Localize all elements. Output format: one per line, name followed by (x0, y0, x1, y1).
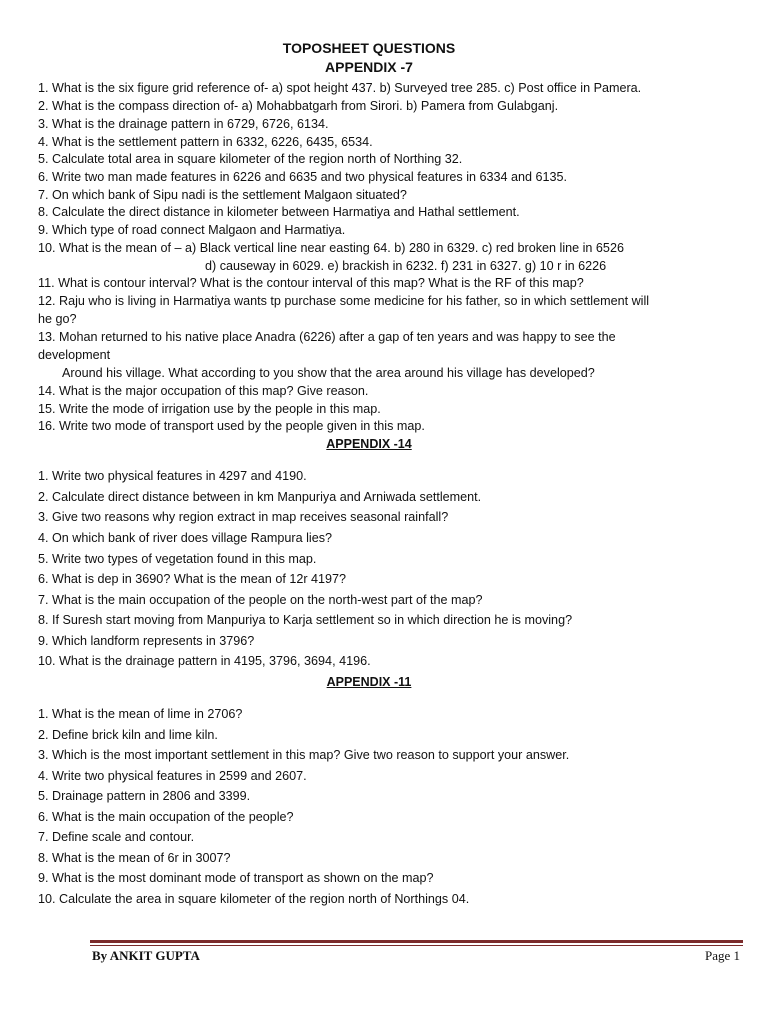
page-number: Page 1 (704, 948, 740, 963)
footer-divider (90, 940, 743, 943)
question-item: 9. Which landform represents in 3796? (38, 634, 255, 648)
question-item: 1. Write two physical features in 4297 and 4190. (38, 469, 307, 483)
question-item: 3. What is the drainage pattern in 6729, 6726, 6134. (38, 117, 329, 131)
question-continuation: Around his village. What according to you show that the area around his village has developed? (62, 366, 595, 380)
question-item: 4. On which bank of river does village Rampura lies? (38, 531, 332, 545)
question-item: 6. Write two man made features in 6226 and 6635 and two physical features in 6334 and 6135. (38, 170, 568, 184)
question-continuation: he go? (38, 312, 77, 326)
question-item: 14. What is the major occupation of this map? Give reason. (38, 384, 369, 398)
question-item: 3. Which is the most important settlement in this map? Give two reason to support your answer. (38, 748, 570, 762)
question-item: 12. Raju who is living in Harmatiya wants tp purchase some medicine for his father, so in which settlement will (38, 294, 650, 308)
question-item: 4. What is the settlement pattern in 6332, 6226, 6435, 6534. (38, 135, 373, 149)
question-item: 8. Calculate the direct distance in kilometer between Harmatiya and Hathal settlement. (38, 205, 520, 219)
footer-author: By ANKIT GUPTA (92, 948, 200, 963)
question-item: 2. Calculate direct distance between in km Manpuriya and Arniwada settlement. (38, 490, 482, 504)
footer-divider-thin (90, 945, 743, 946)
question-item: 10. What is the mean of – a) Black vertical line near easting 64. b) 280 in 6329. c) red broken line in 6526 (38, 241, 624, 255)
question-item: 9. What is the most dominant mode of transport as shown on the map? (38, 871, 434, 885)
question-continuation: d) causeway in 6029. e) brackish in 6232. f) 231 in 6327. g) 10 r in 6226 (205, 259, 607, 273)
question-item: 11. What is contour interval? What is the contour interval of this map? What is the RF of this map? (38, 276, 584, 290)
question-item: 7. On which bank of Sipu nadi is the settlement Malgaon situated? (38, 188, 407, 202)
question-item: 1. What is the six figure grid reference of- a) spot height 437. b) Surveyed tree 285. c) Post office in Pamera. (38, 81, 642, 95)
question-item: 2. What is the compass direction of- a) Mohabbatgarh from Sirori. b) Pamera from Gulabganj. (38, 99, 559, 113)
question-item: 9. Which type of road connect Malgaon and Harmatiya. (38, 223, 346, 237)
question-item: 10. What is the drainage pattern in 4195, 3796, 3694, 4196. (38, 654, 371, 668)
question-item: 13. Mohan returned to his native place Anadra (6226) after a gap of ten years and was happy to see the (38, 330, 616, 344)
question-item: 6. What is dep in 3690? What is the mean of 12r 4197? (38, 572, 347, 586)
question-item: 1. What is the mean of lime in 2706? (38, 707, 243, 721)
question-item: 5. Drainage pattern in 2806 and 3399. (38, 789, 251, 803)
question-item: 7. Define scale and contour. (38, 830, 195, 844)
question-item: 15. Write the mode of irrigation use by the people in this map. (38, 402, 381, 416)
appendix-11-heading: APPENDIX -11 (326, 675, 412, 689)
question-item: 5. Calculate total area in square kilometer of the region north of Northing 32. (38, 152, 463, 166)
question-item: 16. Write two mode of transport used by the people given in this map. (38, 419, 425, 433)
question-item: 8. What is the mean of 6r in 3007? (38, 851, 231, 865)
document-title: TOPOSHEET QUESTIONS (282, 40, 456, 56)
question-item: 2. Define brick kiln and lime kiln. (38, 728, 218, 742)
question-continuation: development (38, 348, 111, 362)
question-item: 6. What is the main occupation of the people? (38, 810, 294, 824)
question-item: 4. Write two physical features in 2599 and 2607. (38, 769, 307, 783)
question-item: 8. If Suresh start moving from Manpuriya to Karja settlement so in which direction he is moving? (38, 613, 573, 627)
question-item: 7. What is the main occupation of the people on the north-west part of the map? (38, 593, 483, 607)
question-item: 3. Give two reasons why region extract in map receives seasonal rainfall? (38, 510, 449, 524)
appendix-7-heading: APPENDIX -7 (325, 59, 413, 75)
question-item: 5. Write two types of vegetation found in this map. (38, 552, 317, 566)
appendix-14-heading: APPENDIX -14 (326, 437, 412, 451)
question-item: 10. Calculate the area in square kilometer of the region north of Northings 04. (38, 892, 470, 906)
